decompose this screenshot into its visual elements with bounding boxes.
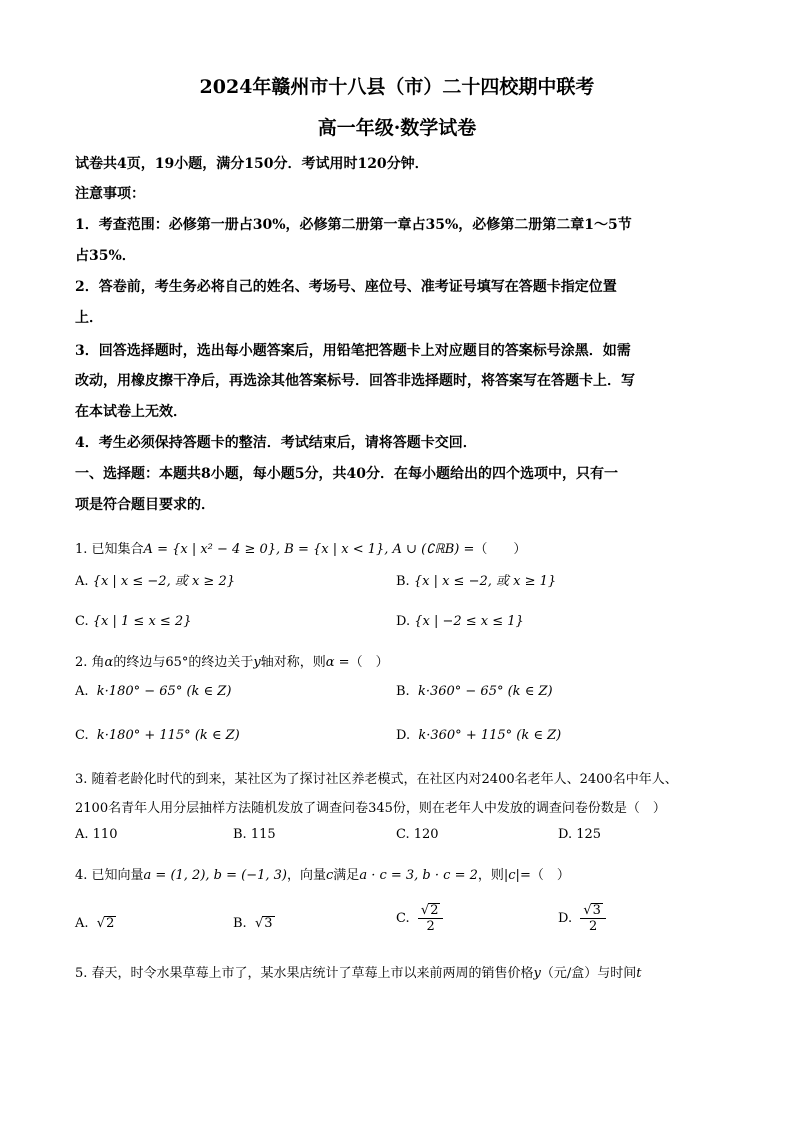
exam-title: 2024年赣州市十八县（市）二十四校期中联考 [199, 76, 595, 98]
question-1 [75, 538, 526, 557]
note-3-line-3: 在本试卷上无效． [75, 404, 187, 420]
question-3-line-1: 3. 随着老龄化时代的到来，某社区为了探讨社区养老模式，在社区内对2400名老年人、2400名中年人、 [75, 772, 678, 787]
note-3-line-2: 改动，用橡皮擦干净后，再选涂其他答案标号．回答非选择题时，将答案写在答题卡上．写 [75, 373, 635, 389]
question-1-math: A = {x | x² − 4 ≥ 0}, B = {x | x < 1}, A ∪ (∁ℝB) = [143, 542, 475, 557]
section-1-line-1: 一、选择题：本题共8小题，每小题5分，共40分．在每小题给出的四个选项中，只有一 [75, 466, 618, 482]
q1-option-a: A. {x | x ≤ −2, 或 x ≥ 2} [75, 574, 235, 589]
exam-subtitle: 高一年级·数学试卷 [317, 117, 477, 139]
q1-option-c: C. {x | 1 ≤ x ≤ 2} [75, 614, 192, 629]
q1-option-d: D. {x | −2 ≤ x ≤ 1} [396, 614, 524, 629]
q4-option-c: C. $\frac{√2}{2}$ [396, 903, 443, 934]
q2-option-a: A. k·180° − 65° (k ∈ Z) [75, 684, 232, 699]
note-2-line-2: 上． [75, 310, 103, 326]
sqrt-icon: √ [96, 916, 106, 931]
sqrt-icon: √ [583, 903, 592, 918]
q4-option-b: B. √3 [233, 916, 273, 931]
q3-option-a: A. 110 [75, 827, 118, 842]
q2-option-d: D. k·360° + 115° (k ∈ Z) [396, 728, 562, 743]
exam-intro: 试卷共4页，19小题，满分150分．考试用时120分钟． [75, 156, 429, 172]
question-1-blank: （ ） [474, 542, 527, 557]
q2-option-c: C. k·180° + 115° (k ∈ Z) [75, 728, 240, 743]
note-1-line-1: 1．考查范围：必修第一册占30%，必修第二册第一章占35%，必修第二册第二章1～5节 [75, 217, 632, 233]
note-1-line-2: 占35%． [75, 248, 136, 264]
q4-option-a: A. √2 [75, 916, 115, 931]
q3-option-c: C. 120 [396, 827, 439, 842]
sqrt-icon: √ [254, 916, 264, 931]
note-3-line-1: 3．回答选择题时，选出每小题答案后，用铅笔把答题卡上对应题目的答案标号涂黑．如需 [75, 343, 631, 359]
q2-option-b: B. k·360° − 65° (k ∈ Z) [396, 684, 553, 699]
q1-option-b: B. {x | x ≤ −2, 或 x ≥ 1} [396, 574, 557, 589]
question-3-line-2: 2100名青年人用分层抽样方法随机发放了调查问卷345份，则在老年人中发放的调查问卷份数是（ ） [75, 801, 666, 816]
sqrt-icon: √ [420, 903, 430, 918]
q3-option-d: D. 125 [558, 827, 602, 842]
question-4: 4. 已知向量a = (1, 2), b = (−1, 3)，向量c满足a · c = 3, b · c = 2，则|c|=（ ） [75, 868, 570, 883]
note-2-line-1: 2．答卷前，考生务必将自己的姓名、考场号、座位号、准考证号填写在答题卡指定位置 [75, 279, 617, 295]
note-4: 4．考生必须保持答题卡的整洁．考试结束后，请将答题卡交回． [75, 435, 477, 451]
notes-heading: 注意事项： [75, 186, 145, 202]
question-5: 5. 春天，时令水果草莓上市了，某水果店统计了草莓上市以来前两周的销售价格y（元/盒）与时间t [75, 966, 642, 981]
section-1-line-2: 项是符合题目要求的． [75, 497, 215, 513]
q3-option-b: B. 115 [233, 827, 276, 842]
q4-option-d: D. $\frac{√3}{2}$ [558, 903, 606, 934]
question-2: 2. 角α的终边与65°的终边关于y轴对称，则α =（ ） [75, 655, 389, 670]
question-1-stem: 1. 已知集合 [75, 542, 144, 557]
